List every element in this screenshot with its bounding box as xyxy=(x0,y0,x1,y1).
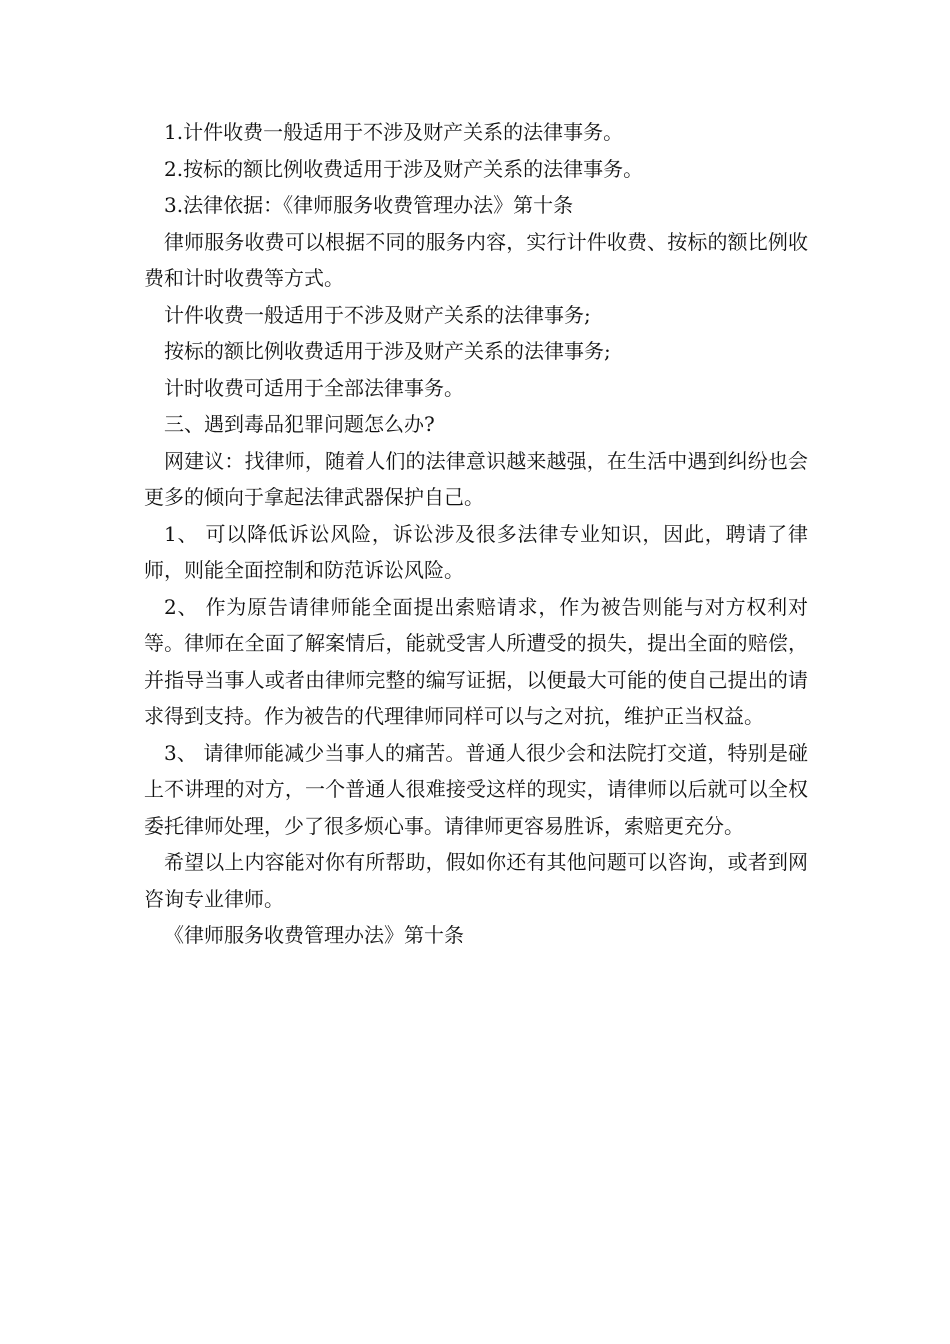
paragraph-point-1: 1、 可以降低诉讼风险，诉讼涉及很多法律专业知识，因此，聘请了律师，则能全面控制和防范诉讼风险。 xyxy=(144,521,808,582)
paragraph-advice-intro: 网建议：找律师，随着人们的法律意识越来越强，在生活中遇到纠纷也会更多的倾向于拿起法律武器保护自己。 xyxy=(144,448,808,509)
paragraph-hourly-scope: 计时收费可适用于全部法律事务。 xyxy=(164,375,464,400)
paragraph-per-item-scope: 计件收费一般适用于不涉及财产关系的法律事务; xyxy=(164,302,591,327)
paragraph-legal-basis: 3.法律依据：《律师服务收费管理办法》第十条 xyxy=(164,193,574,217)
section-heading-drug-crime: 三、遇到毒品犯罪问题怎么办? xyxy=(164,412,435,436)
paragraph-reference: 《律师服务收费管理办法》第十条 xyxy=(164,923,464,947)
document-body xyxy=(144,114,808,954)
paragraph-fee-methods: 律师服务收费可以根据不同的服务内容，实行计件收费、按标的额比例收费和计时收费等方式。 xyxy=(144,229,808,290)
paragraph-point-2: 2、 作为原告请律师能全面提出索赔请求，作为被告则能与对方权利对等。律师在全面了解案情后，能就受害人所遭受的损失，提出全面的赔偿，并指导当事人或者由律师完整的编写证据，以便最大可能的使自己提出的请求得到支持。作为被告的代理律师同样可以与之对抗，维护正当权益。 xyxy=(144,594,808,728)
paragraph-fee-by-proportion: 2.按标的额比例收费适用于涉及财产关系的法律事务。 xyxy=(164,156,644,181)
paragraph-point-3: 3、 请律师能减少当事人的痛苦。普通人很少会和法院打交道，特别是碰上不讲理的对方，一个普通人很难接受这样的现实，请律师以后就可以全权委托律师处理，少了很多烦心事。请律师更容易胜诉，索赔更充分。 xyxy=(144,740,808,838)
paragraph-proportion-scope: 按标的额比例收费适用于涉及财产关系的法律事务; xyxy=(164,339,611,363)
paragraph-closing: 希望以上内容能对你有所帮助，假如你还有其他问题可以咨询，或者到网咨询专业律师。 xyxy=(144,850,808,911)
paragraph-fee-per-item: 1.计件收费一般适用于不涉及财产关系的法律事务。 xyxy=(164,120,624,144)
